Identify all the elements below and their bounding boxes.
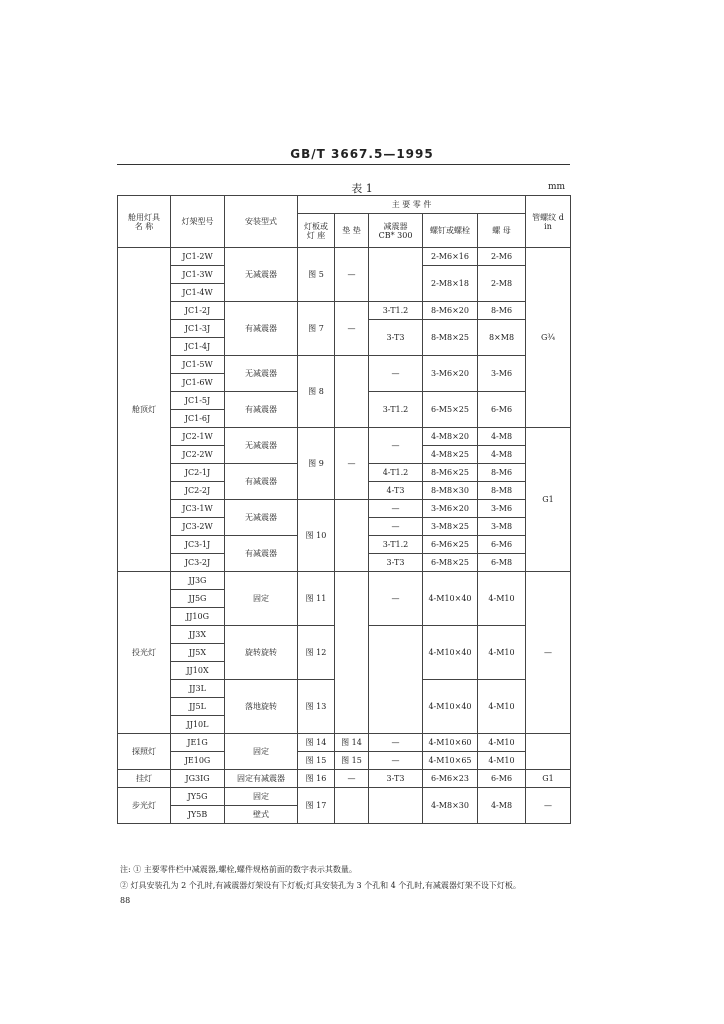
nut-cell: 4-M10 [478, 626, 526, 680]
mount-cell: 有减震器 [225, 464, 298, 500]
model-cell: JJ5X [171, 644, 225, 662]
bolt-cell: 4-M8×25 [423, 446, 478, 464]
nut-cell: 8-M6 [478, 464, 526, 482]
model-cell: JC1-6W [171, 374, 225, 392]
damper-cell: 3-T3 [369, 554, 423, 572]
page-number: 88 [120, 896, 131, 905]
model-cell: JY5B [171, 806, 225, 824]
model-cell: JC2-2J [171, 482, 225, 500]
nut-cell: 6-M6 [478, 770, 526, 788]
bolt-cell: 4-M10×40 [423, 572, 478, 626]
nut-cell: 2-M6 [478, 248, 526, 266]
model-cell: JG3IG [171, 770, 225, 788]
mount-cell: 有减震器 [225, 302, 298, 356]
standard-number: GB/T 3667.5—1995 [290, 147, 434, 161]
header-category: 舱用灯具 名 称 [118, 196, 171, 248]
pipe-thread-cell: G1 [526, 428, 571, 572]
bolt-cell: 4-M10×60 [423, 734, 478, 752]
bolt-cell: 2-M8×18 [423, 266, 478, 302]
damper-cell: 3-T3 [369, 320, 423, 356]
nut-cell: 4-M10 [478, 734, 526, 752]
plate-cell: 图 10 [298, 500, 335, 572]
damper-cell: 4-T3 [369, 482, 423, 500]
header-rule [117, 164, 570, 165]
mount-cell: 落地旋转 [225, 680, 298, 734]
nut-cell: 2-M8 [478, 266, 526, 302]
pipe-thread-cell: G¾ [526, 248, 571, 428]
gasket-cell [335, 356, 369, 428]
mount-cell: 固定 [225, 788, 298, 806]
bolt-cell: 4-M8×20 [423, 428, 478, 446]
bolt-cell: 3-M6×20 [423, 500, 478, 518]
plate-cell: 图 11 [298, 572, 335, 626]
header-pipe-thread: 管螺纹 d in [526, 196, 571, 248]
header-damper: 减震器 CB* 300 [369, 214, 423, 248]
header-main-parts: 主 要 零 件 [298, 196, 526, 214]
model-cell: JJ10G [171, 608, 225, 626]
model-cell: JC1-5W [171, 356, 225, 374]
model-cell: JC3-2J [171, 554, 225, 572]
gasket-cell: — [335, 428, 369, 500]
model-cell: JY5G [171, 788, 225, 806]
gasket-cell [335, 572, 369, 734]
model-cell: JC2-1W [171, 428, 225, 446]
table-title: 表 1 [351, 182, 373, 195]
bolt-cell: 6-M6×25 [423, 536, 478, 554]
nut-cell: 8-M8 [478, 482, 526, 500]
nut-cell: 4-M8 [478, 788, 526, 824]
header-bolt: 螺钉或螺栓 [423, 214, 478, 248]
model-cell: JC3-1J [171, 536, 225, 554]
bolt-cell: 4-M10×40 [423, 626, 478, 680]
plate-cell: 图 8 [298, 356, 335, 428]
bolt-cell: 8-M6×25 [423, 464, 478, 482]
mount-cell: 固定 [225, 572, 298, 626]
plate-cell: 图 12 [298, 626, 335, 680]
mount-cell: 壁式 [225, 806, 298, 824]
note-1: 注: ① 主要零件栏中减震器,螺栓,螺件规格前面的数字表示其数量。 [120, 865, 357, 874]
damper-cell: — [369, 752, 423, 770]
gasket-cell: 图 15 [335, 752, 369, 770]
bolt-cell: 4-M10×40 [423, 680, 478, 734]
bolt-cell: 8-M8×25 [423, 320, 478, 356]
gasket-cell: — [335, 770, 369, 788]
mount-cell: 旋转旋转 [225, 626, 298, 680]
nut-cell: 3-M6 [478, 356, 526, 392]
model-cell: JC2-2W [171, 446, 225, 464]
header-gasket: 垫 垫 [335, 214, 369, 248]
model-cell: JC3-2W [171, 518, 225, 536]
bolt-cell: 3-M8×25 [423, 518, 478, 536]
nut-cell: 6-M6 [478, 392, 526, 428]
nut-cell: 6-M6 [478, 536, 526, 554]
category-search: 探照灯 [118, 734, 171, 770]
model-cell: JJ3X [171, 626, 225, 644]
bolt-cell: 3-M6×20 [423, 356, 478, 392]
damper-cell: — [369, 428, 423, 464]
nut-cell: 4-M10 [478, 680, 526, 734]
damper-cell [369, 788, 423, 824]
model-cell: JJ10X [171, 662, 225, 680]
model-cell: JC1-2J [171, 302, 225, 320]
gasket-cell: — [335, 248, 369, 302]
mount-cell: 有减震器 [225, 392, 298, 428]
bolt-cell: 4-M10×65 [423, 752, 478, 770]
category-ceiling: 舱顶灯 [118, 248, 171, 572]
category-hang: 挂灯 [118, 770, 171, 788]
damper-cell: — [369, 518, 423, 536]
category-flood: 投光灯 [118, 572, 171, 734]
nut-cell: 4-M8 [478, 428, 526, 446]
header-model: 灯架型号 [171, 196, 225, 248]
pipe-thread-cell [526, 734, 571, 770]
header-nut: 螺 母 [478, 214, 526, 248]
mount-cell: 固定有减震器 [225, 770, 298, 788]
category-signal: 步光灯 [118, 788, 171, 824]
pipe-thread-cell: — [526, 572, 571, 734]
gasket-cell: 图 14 [335, 734, 369, 752]
gasket-cell [335, 500, 369, 572]
model-cell: JC1-2W [171, 248, 225, 266]
damper-cell: 3-T1.2 [369, 302, 423, 320]
nut-cell: 4-M8 [478, 446, 526, 464]
bolt-cell: 2-M6×16 [423, 248, 478, 266]
bolt-cell: 8-M8×30 [423, 482, 478, 500]
pipe-thread-cell: — [526, 788, 571, 824]
plate-cell: 图 14 [298, 734, 335, 752]
mount-cell: 无减震器 [225, 248, 298, 302]
pipe-thread-cell: G1 [526, 770, 571, 788]
damper-cell: — [369, 734, 423, 752]
damper-cell: — [369, 500, 423, 518]
plate-cell: 图 9 [298, 428, 335, 500]
nut-cell: 6-M8 [478, 554, 526, 572]
unit-label: mm [548, 182, 566, 192]
model-cell: JJ5G [171, 590, 225, 608]
model-cell: JC1-6J [171, 410, 225, 428]
mount-cell: 有减震器 [225, 536, 298, 572]
gasket-cell: — [335, 302, 369, 356]
damper-cell: — [369, 572, 423, 626]
plate-cell: 图 17 [298, 788, 335, 824]
gasket-cell [335, 788, 369, 824]
bolt-cell: 4-M8×30 [423, 788, 478, 824]
model-cell: JC1-5J [171, 392, 225, 410]
nut-cell: 8-M6 [478, 302, 526, 320]
damper-cell: — [369, 356, 423, 392]
mount-cell: 无减震器 [225, 500, 298, 536]
nut-cell: 3-M6 [478, 500, 526, 518]
bolt-cell: 8-M6×20 [423, 302, 478, 320]
damper-cell [369, 626, 423, 734]
nut-cell: 3-M8 [478, 518, 526, 536]
header-mount: 安装型式 [225, 196, 298, 248]
mount-cell: 无减震器 [225, 428, 298, 464]
note-2: ② 灯具安装孔为 2 个孔时,有减震器灯架设有下灯板;灯具安装孔为 3 个孔和 4 个孔时,有减震器灯架不设下灯板。 [120, 881, 521, 890]
plate-cell: 图 13 [298, 680, 335, 734]
damper-cell: 3-T1.2 [369, 392, 423, 428]
model-cell: JC1-4W [171, 284, 225, 302]
model-cell: JE1G [171, 734, 225, 752]
model-cell: JJ5L [171, 698, 225, 716]
nut-cell: 8×M8 [478, 320, 526, 356]
plate-cell: 图 5 [298, 248, 335, 302]
mount-cell: 无减震器 [225, 356, 298, 392]
mount-cell: 固定 [225, 734, 298, 770]
parts-table [117, 195, 571, 824]
model-cell: JJ10L [171, 716, 225, 734]
damper-cell [369, 248, 423, 302]
bolt-cell: 6-M8×25 [423, 554, 478, 572]
header-plate: 灯板或 灯 座 [298, 214, 335, 248]
model-cell: JC1-3J [171, 320, 225, 338]
plate-cell: 图 7 [298, 302, 335, 356]
bolt-cell: 6-M6×23 [423, 770, 478, 788]
bolt-cell: 6-M5×25 [423, 392, 478, 428]
model-cell: JC1-4J [171, 338, 225, 356]
damper-cell: 3-T1.2 [369, 536, 423, 554]
nut-cell: 4-M10 [478, 752, 526, 770]
model-cell: JJ3L [171, 680, 225, 698]
model-cell: JE10G [171, 752, 225, 770]
model-cell: JC2-1J [171, 464, 225, 482]
model-cell: JC1-3W [171, 266, 225, 284]
plate-cell: 图 15 [298, 752, 335, 770]
model-cell: JC3-1W [171, 500, 225, 518]
model-cell: JJ3G [171, 572, 225, 590]
nut-cell: 4-M10 [478, 572, 526, 626]
plate-cell: 图 16 [298, 770, 335, 788]
damper-cell: 4-T1.2 [369, 464, 423, 482]
damper-cell: 3-T3 [369, 770, 423, 788]
